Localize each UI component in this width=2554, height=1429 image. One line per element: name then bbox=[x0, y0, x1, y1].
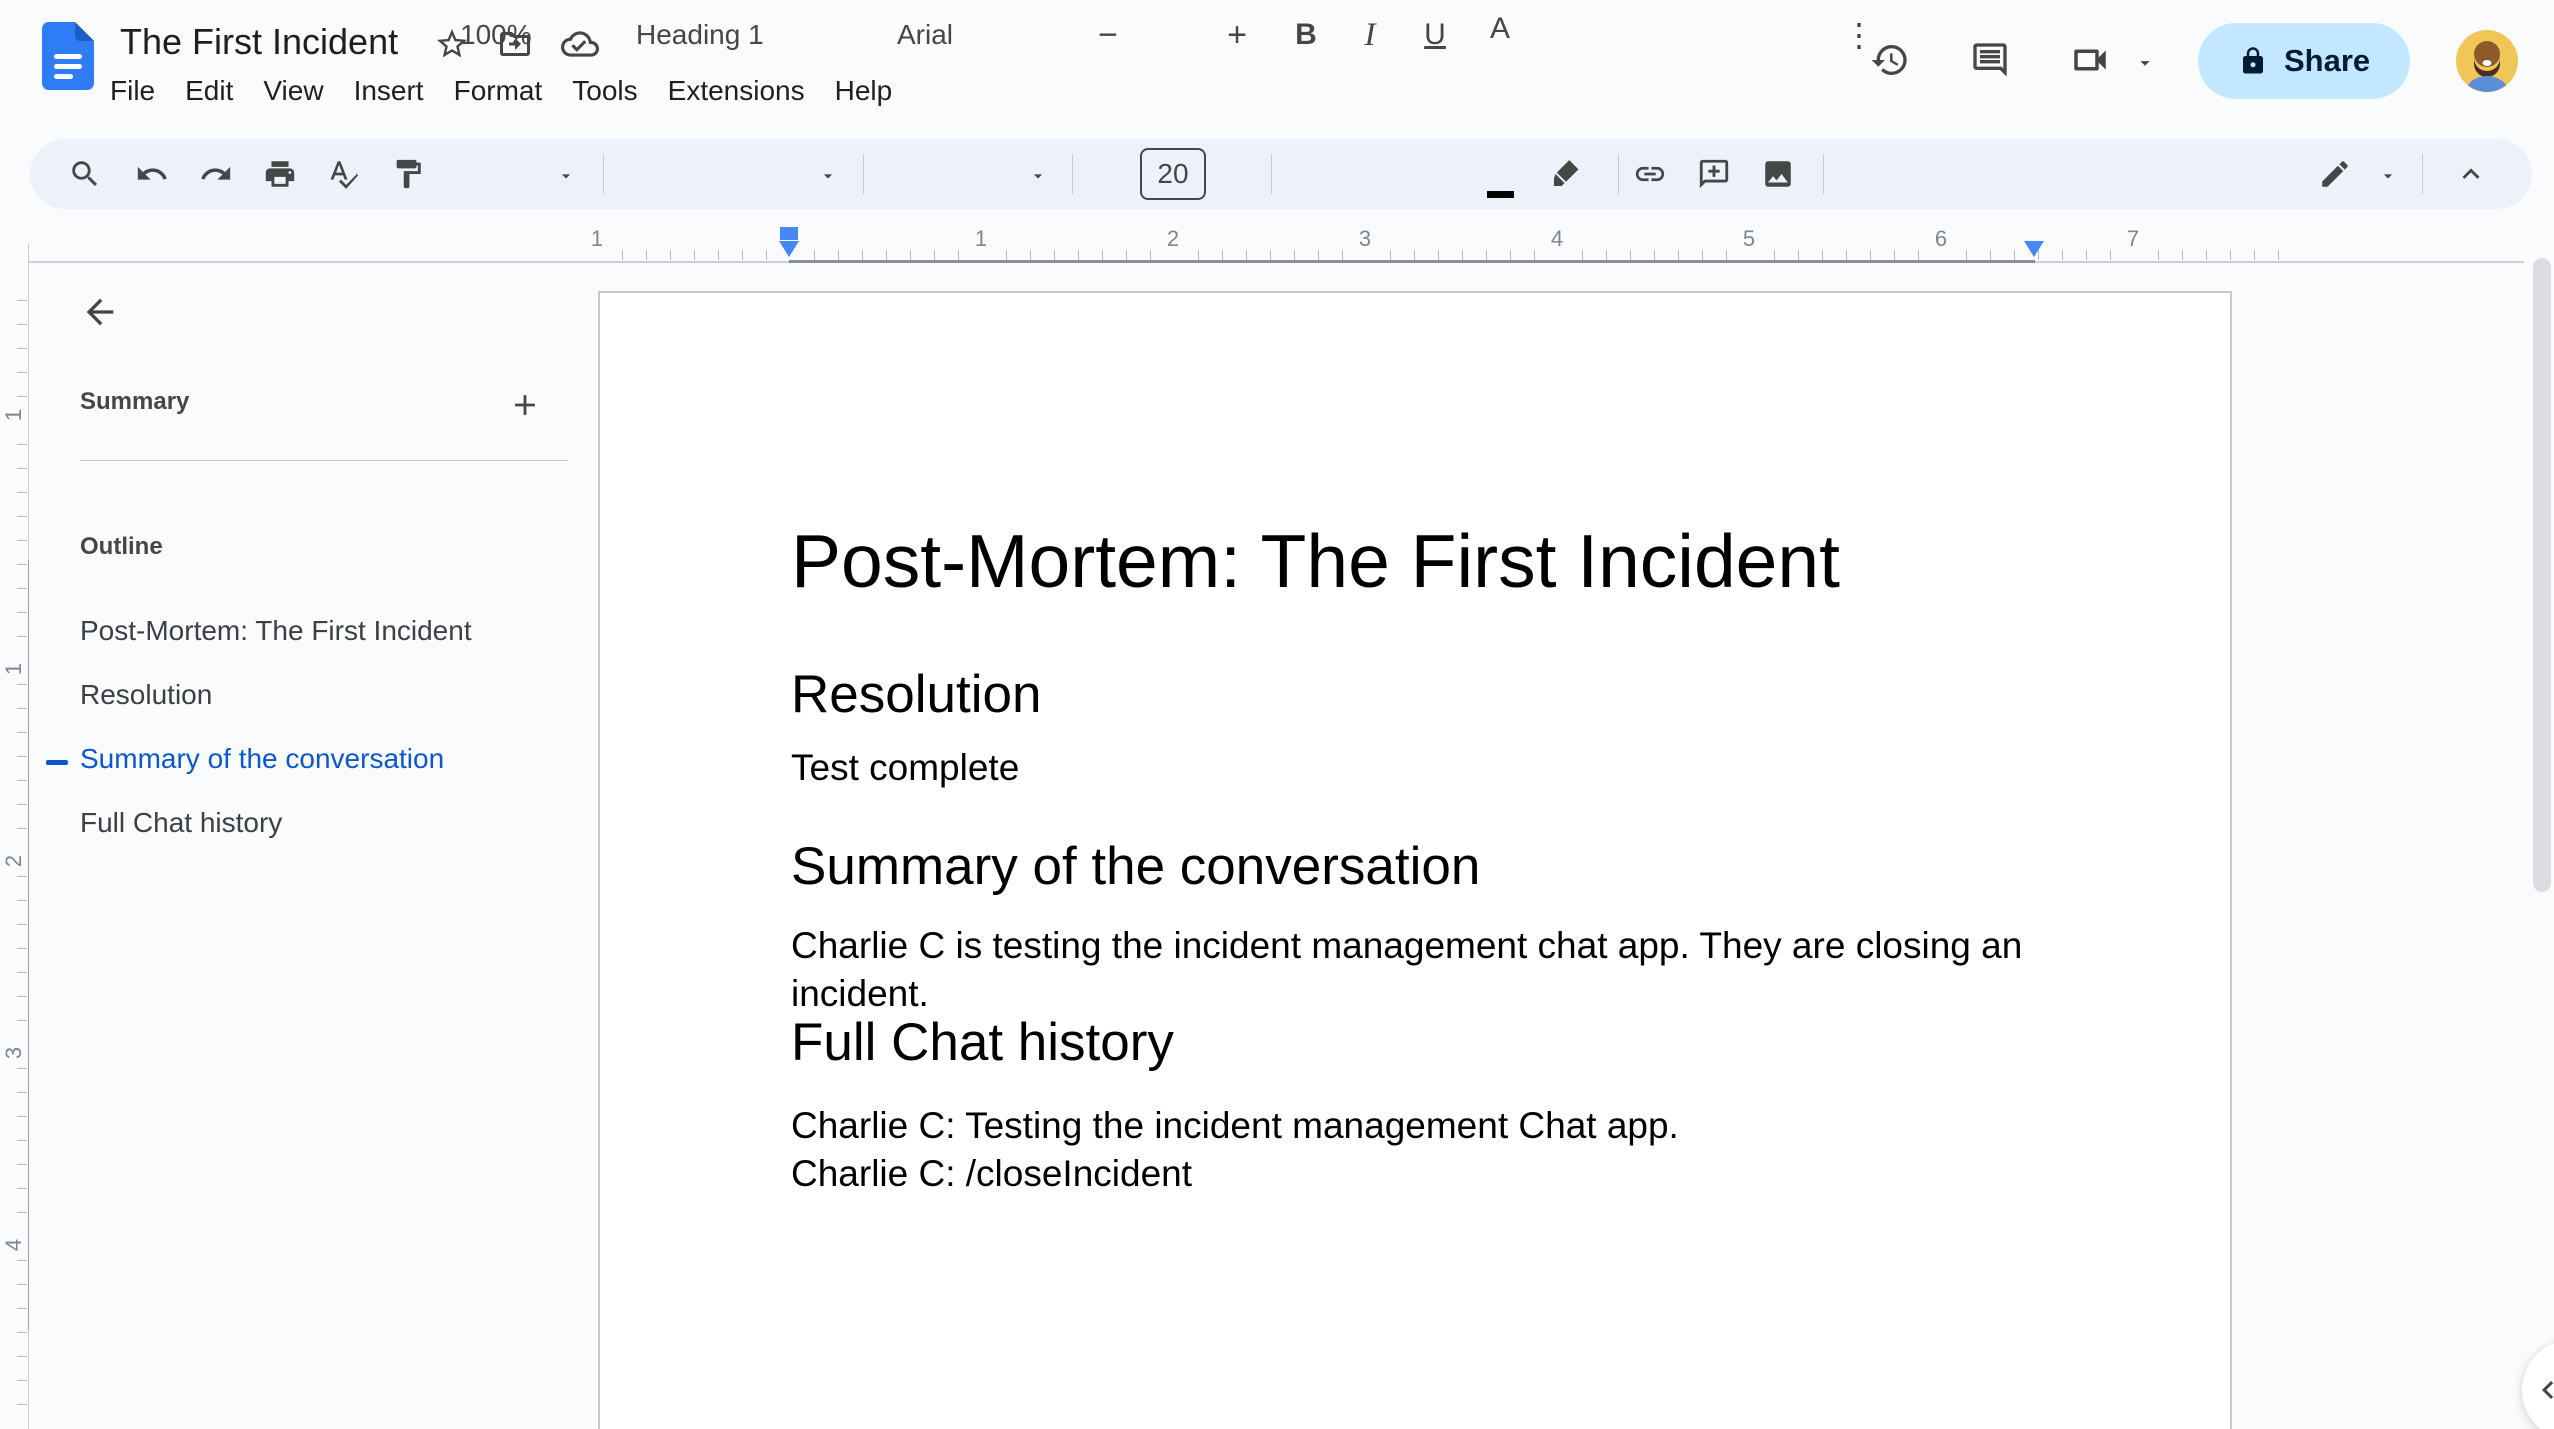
v-ruler-number: 1 bbox=[1, 662, 26, 676]
style-caret-icon[interactable] bbox=[818, 166, 838, 186]
right-indent-marker[interactable] bbox=[2024, 241, 2044, 257]
menu-extensions[interactable]: Extensions bbox=[667, 75, 805, 106]
insert-image-icon[interactable] bbox=[1761, 157, 1795, 191]
hide-menus-chevron-icon[interactable] bbox=[2454, 157, 2488, 191]
more-toolbar-options-button[interactable]: ⋮ bbox=[1843, 17, 1875, 53]
ruler-baseline-dark bbox=[789, 260, 2035, 263]
decrease-font-size-button[interactable]: − bbox=[1098, 16, 1118, 54]
menu-help[interactable]: Help bbox=[834, 75, 893, 106]
cloud-saved-icon[interactable] bbox=[552, 16, 608, 72]
summary-label: Summary bbox=[80, 388, 190, 415]
ruler-number: 2 bbox=[1166, 226, 1180, 251]
toolbar-divider bbox=[2422, 154, 2423, 194]
show-side-panel-button[interactable] bbox=[2522, 1340, 2554, 1429]
bold-button[interactable]: B bbox=[1295, 18, 1317, 51]
highlight-color-icon[interactable] bbox=[1549, 157, 1583, 191]
outline-item[interactable]: Full Chat history bbox=[80, 807, 283, 838]
first-line-indent-marker[interactable] bbox=[780, 227, 798, 240]
v-ruler-number: 2 bbox=[1, 854, 26, 868]
toolbar-divider bbox=[603, 154, 604, 194]
zoom-select[interactable]: 100% bbox=[460, 19, 532, 50]
increase-font-size-button[interactable]: + bbox=[1227, 16, 1247, 54]
menubar bbox=[95, 70, 907, 112]
comments-icon[interactable] bbox=[1962, 32, 2018, 88]
close-outline-back-arrow-icon[interactable] bbox=[76, 288, 124, 336]
outline-item[interactable]: Post-Mortem: The First Incident bbox=[80, 615, 472, 646]
docs-logo[interactable] bbox=[42, 22, 94, 90]
document-title[interactable]: The First Incident bbox=[120, 21, 399, 62]
menu-insert[interactable]: Insert bbox=[353, 75, 424, 106]
share-label: Share bbox=[2284, 43, 2371, 78]
toolbar-divider bbox=[1823, 154, 1824, 194]
outline-item-active[interactable]: Summary of the conversation bbox=[80, 743, 445, 774]
ruler-number: 6 bbox=[1934, 226, 1948, 251]
doc-paragraph[interactable]: Test complete bbox=[791, 747, 1020, 788]
doc-heading-resolution[interactable]: Resolution bbox=[791, 665, 1042, 724]
text-color-button[interactable]: A bbox=[1489, 12, 1511, 45]
ruler-number: 4 bbox=[1550, 226, 1564, 251]
v-ruler-number: 4 bbox=[1, 1238, 26, 1252]
italic-button[interactable]: I bbox=[1364, 17, 1376, 53]
vertical-scrollbar-thumb[interactable] bbox=[2533, 258, 2551, 892]
text-color-swatch bbox=[1487, 191, 1514, 198]
toolbar-divider bbox=[1072, 154, 1073, 194]
font-select[interactable]: Arial bbox=[897, 19, 954, 50]
toolbar-divider bbox=[1618, 154, 1619, 194]
ruler-number: 5 bbox=[1742, 226, 1756, 251]
account-avatar[interactable] bbox=[2456, 30, 2518, 92]
paragraph-style-select[interactable]: Heading 1 bbox=[636, 19, 764, 50]
add-summary-plus-icon[interactable] bbox=[508, 388, 542, 422]
menu-format[interactable]: Format bbox=[453, 75, 543, 106]
underline-button[interactable]: U bbox=[1424, 18, 1446, 51]
editing-mode-pencil-icon[interactable] bbox=[2318, 157, 2352, 191]
ruler-number: 3 bbox=[1358, 226, 1372, 251]
redo-icon[interactable] bbox=[199, 157, 233, 191]
menu-edit[interactable]: Edit bbox=[185, 75, 234, 106]
doc-heading-summary[interactable]: Summary of the conversation bbox=[791, 837, 1481, 896]
add-comment-icon[interactable] bbox=[1697, 157, 1731, 191]
ruler-number: 1 bbox=[590, 226, 604, 251]
toolbar-divider bbox=[1271, 154, 1272, 194]
doc-heading-1[interactable]: Post-Mortem: The First Incident bbox=[791, 519, 1840, 603]
outline-label: Outline bbox=[80, 533, 163, 560]
menu-file[interactable]: File bbox=[110, 75, 156, 106]
v-ruler-number: 3 bbox=[1, 1046, 26, 1060]
ruler-number: 1 bbox=[974, 226, 988, 251]
menu-view[interactable]: View bbox=[263, 75, 324, 106]
font-size-input[interactable]: 20 bbox=[1140, 148, 1206, 200]
chevron-left-icon bbox=[2530, 1372, 2554, 1408]
paint-format-icon[interactable] bbox=[391, 157, 425, 191]
undo-icon[interactable] bbox=[135, 157, 169, 191]
v-ruler-line-dark bbox=[28, 560, 29, 1330]
doc-paragraph[interactable]: Charlie C: Testing the incident management Chat app. bbox=[791, 1105, 1679, 1146]
v-ruler-number: 1 bbox=[1, 408, 26, 422]
doc-heading-chat-history[interactable]: Full Chat history bbox=[791, 1013, 1174, 1072]
editing-mode-caret-icon[interactable] bbox=[2378, 166, 2398, 186]
meet-dropdown-caret-icon[interactable] bbox=[2134, 52, 2156, 74]
search-menus-icon[interactable] bbox=[68, 157, 102, 191]
zoom-caret-icon[interactable] bbox=[556, 166, 576, 186]
menu-tools[interactable]: Tools bbox=[572, 75, 638, 106]
toolbar-divider bbox=[863, 154, 864, 194]
font-caret-icon[interactable] bbox=[1028, 166, 1048, 186]
doc-paragraph[interactable]: Charlie C: /closeIncident bbox=[791, 1153, 1193, 1194]
meet-video-icon[interactable] bbox=[2062, 32, 2118, 88]
print-icon[interactable] bbox=[263, 157, 297, 191]
sidebar-divider bbox=[80, 460, 568, 461]
ruler-number: 7 bbox=[2126, 226, 2140, 251]
lock-icon bbox=[2238, 46, 2268, 76]
active-outline-dash bbox=[46, 760, 68, 765]
doc-paragraph[interactable]: Charlie C is testing the incident management chat app. They are closing an incident. bbox=[791, 925, 2023, 1014]
insert-link-icon[interactable] bbox=[1633, 157, 1667, 191]
left-indent-marker[interactable] bbox=[779, 241, 799, 257]
spellcheck-icon[interactable] bbox=[327, 157, 361, 191]
outline-item[interactable]: Resolution bbox=[80, 679, 213, 710]
share-button[interactable] bbox=[2198, 23, 2410, 99]
